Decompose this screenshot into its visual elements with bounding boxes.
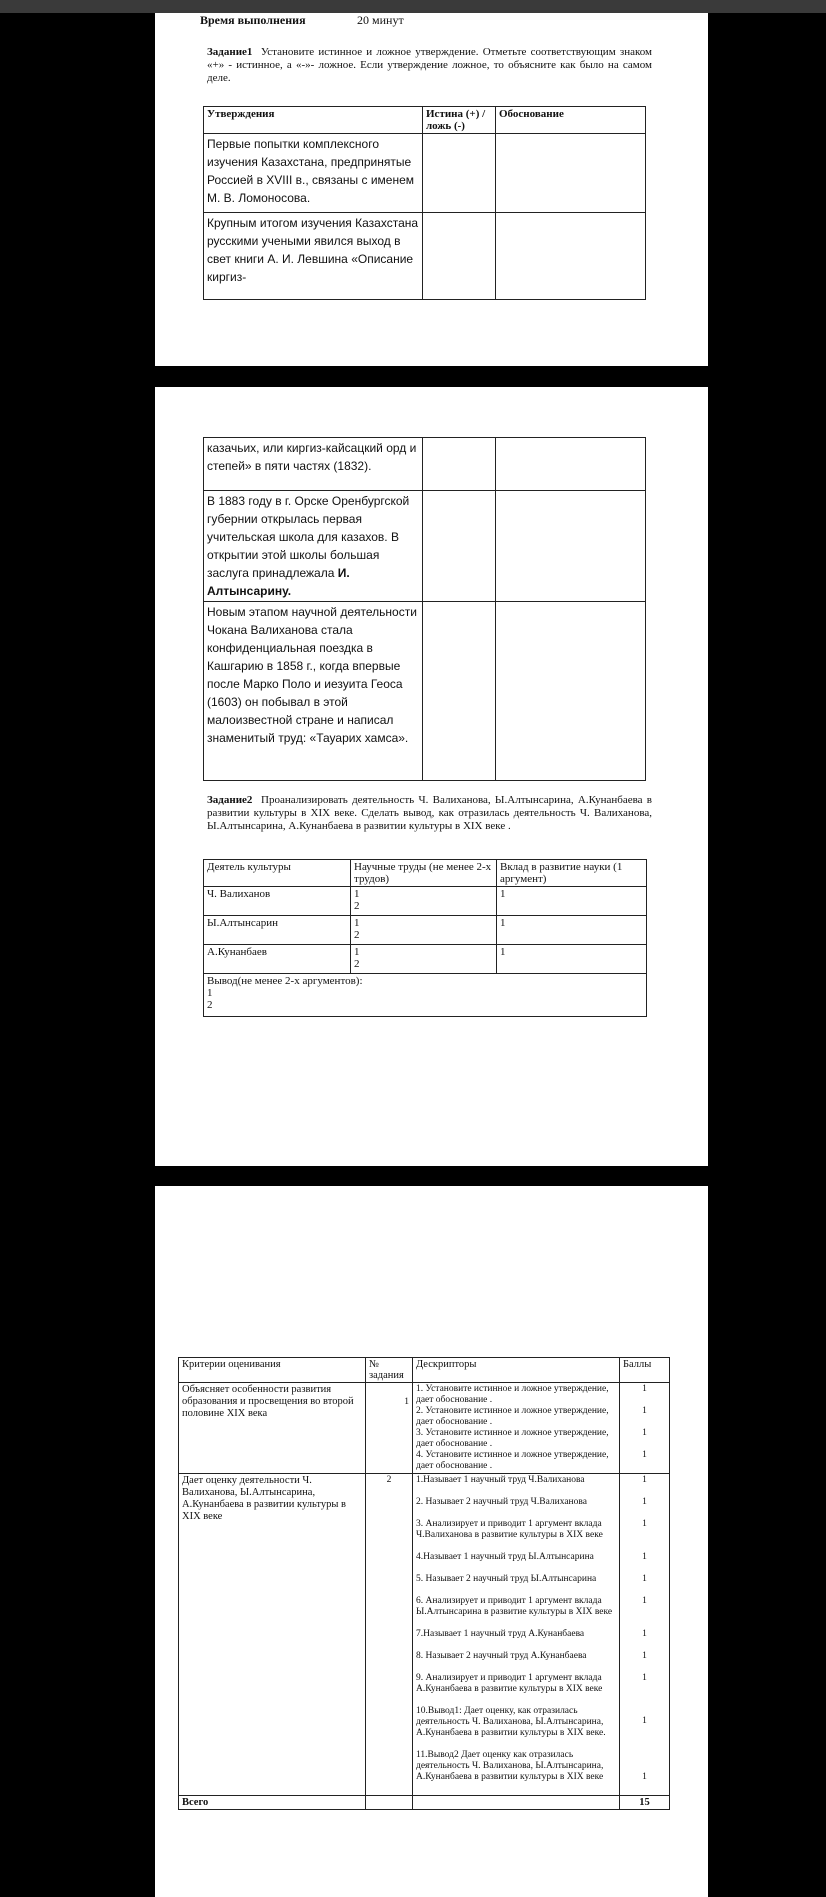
- work-line: 2: [354, 929, 360, 941]
- point: 1: [642, 1406, 647, 1416]
- col-criteria: Критерии оценивания: [179, 1358, 366, 1383]
- justification-cell[interactable]: [496, 438, 646, 491]
- point: 1: [642, 1475, 647, 1485]
- descriptor: 1. Установите истинное и ложное утверждение, дает обоснование .: [416, 1384, 609, 1405]
- descriptor: 2. Называет 2 научный труд Ч.Валиханова: [416, 1497, 587, 1507]
- descriptor: 1.Называет 1 научный труд Ч.Валиханова: [416, 1475, 585, 1485]
- descriptor: 4. Установите истинное и ложное утверждение, дает обоснование .: [416, 1450, 609, 1471]
- descriptor: 5. Называет 2 научный труд Ы.Алтынсарина: [416, 1574, 597, 1584]
- contribution-cell[interactable]: 1: [497, 887, 647, 916]
- col-statements: Утверждения: [204, 107, 423, 134]
- conclusion-line: 1: [207, 987, 213, 999]
- col-works: Научные труды (не менее 2-х трудов): [351, 860, 497, 887]
- criteria-table: [178, 1357, 670, 1810]
- descriptor: 7.Называет 1 научный труд А.Кунанбаева: [416, 1629, 585, 1639]
- total-label: Всего: [179, 1796, 366, 1810]
- criterion-1-number: 1: [366, 1383, 413, 1474]
- task1-text: Установите истинное и ложное утверждение. Отметьте соответствующим знаком «+» - истинное, а «-»- ложное. Если утверждение ложное, то объясните как было на самом деле.: [207, 46, 652, 84]
- criterion-1: Объясняет особенности развития образования и просвещения во второй половине XIX века: [179, 1383, 366, 1474]
- descriptor: 11.Вывод2 Дает оценку как отразилась деятельность Ч. Валиханова, Ы.Алтынсарина, А.Кунанбаева в развитии культуры в XIX веке: [416, 1750, 604, 1782]
- task2-instructions: [207, 794, 652, 833]
- col-contribution: Вклад в развитие науки (1 аргумент): [497, 860, 647, 887]
- col-figure: Деятель культуры: [204, 860, 351, 887]
- contribution-cell[interactable]: 1: [497, 945, 647, 974]
- time-label: Время выполнения: [200, 13, 306, 27]
- work-line: 2: [354, 900, 360, 912]
- document-page-3: [155, 1186, 708, 1897]
- point: 1: [642, 1519, 647, 1529]
- figure-name: Ы.Алтынсарин: [204, 916, 351, 945]
- point: 1: [642, 1716, 647, 1726]
- statement-3-text: В 1883 году в г. Орске Оренбургской губернии открылась первая учительская школа для казахов. В открытии этой школы большая заслуга принадлежала: [207, 494, 410, 580]
- point: 1: [642, 1772, 647, 1782]
- works-cell[interactable]: [351, 916, 497, 945]
- point: 1: [642, 1673, 647, 1683]
- statement-2: Крупным итогом изучения Казахстана русскими учеными явился выход в свет книги А. И. Левшина «Описание киргиз-: [204, 213, 423, 300]
- task1-instructions: [207, 46, 652, 85]
- point: 1: [642, 1574, 647, 1584]
- statement-4: Новым этапом научной деятельности Чокана Валиханова стала конфиденциальная поездка в Кашгарию в 1858 г., когда впервые после Марко Поло и иезуита Геоса (1603) он побывал в этой малоизвестной стране и написал знаменитый труд: «Тауарих хамса».: [204, 602, 423, 781]
- conclusion-line: 2: [207, 999, 213, 1011]
- point: 1: [642, 1428, 647, 1438]
- works-cell[interactable]: [351, 945, 497, 974]
- col-justification: Обоснование: [496, 107, 646, 134]
- descriptor: 10.Вывод1: Дает оценку, как отразилась деятельность Ч. Валиханова, Ы.Алтынсарина, А.Кунанбаева в развитии культуры в XIX веке.: [416, 1706, 606, 1738]
- time-value: 20 минут: [357, 13, 404, 27]
- criterion-1-descriptors: [413, 1383, 620, 1474]
- justification-cell[interactable]: [496, 213, 646, 300]
- work-line: 2: [354, 958, 360, 970]
- point: 1: [642, 1629, 647, 1639]
- conclusion-label: Вывод(не менее 2-х аргументов):: [207, 975, 363, 987]
- work-line: 1: [354, 917, 360, 929]
- task2-text: Проанализировать деятельность Ч. Валиханова, Ы.Алтынсарина, А.Кунанбаева в развитии культуры в XIX веке. Сделать вывод, как отразилась деятельность Ч. Валиханова, Ы.Алтынсарина, А.Кунанбаева в развитии культуры в XIX веке .: [207, 794, 653, 832]
- point: 1: [642, 1384, 647, 1394]
- criterion-2-points: [620, 1474, 670, 1796]
- point: 1: [642, 1596, 647, 1606]
- col-truth: Истина (+) / ложь (-): [423, 107, 496, 134]
- statement-3-bold: И. Алтынсарину.: [207, 566, 350, 598]
- justification-cell[interactable]: [496, 602, 646, 781]
- task2-title: Задание2: [207, 794, 253, 806]
- justification-cell[interactable]: [496, 134, 646, 213]
- justification-cell[interactable]: [496, 491, 646, 602]
- descriptor: 3. Установите истинное и ложное утверждение, дает обоснование .: [416, 1428, 609, 1449]
- truth-cell[interactable]: [423, 438, 496, 491]
- truth-cell[interactable]: [423, 213, 496, 300]
- descriptor: 6. Анализирует и приводит 1 аргумент вклада Ы.Алтынсарина в развитие культуры в XIX веке: [416, 1596, 613, 1617]
- statement-1: Первые попытки комплексного изучения Казахстана, предпринятые Россией в XVIII в., связаны с именем М. В. Ломоносова.: [204, 134, 423, 213]
- task1-table: [203, 106, 646, 300]
- descriptor: 3. Анализирует и приводит 1 аргумент вклада Ч.Валиханова в развитие культуры в XIX веке: [416, 1519, 603, 1540]
- works-cell[interactable]: [351, 887, 497, 916]
- empty-cell: [366, 1796, 413, 1810]
- document-page-1: [155, 13, 708, 366]
- criterion-2-number: 2: [366, 1474, 413, 1796]
- descriptor: 4.Называет 1 научный труд Ы.Алтынсарина: [416, 1552, 594, 1562]
- work-line: 1: [354, 888, 360, 900]
- point: 1: [642, 1651, 647, 1661]
- statement-2-cont: казачьих, или киргиз-кайсацкий орд и степей» в пяти частях (1832).: [204, 438, 423, 491]
- col-points: Баллы: [620, 1358, 670, 1383]
- contribution-cell[interactable]: 1: [497, 916, 647, 945]
- descriptor: 2. Установите истинное и ложное утверждение, дает обоснование .: [416, 1406, 609, 1427]
- point: 1: [642, 1552, 647, 1562]
- point: 1: [642, 1450, 647, 1460]
- figure-name: А.Кунанбаев: [204, 945, 351, 974]
- criterion-2: Дает оценку деятельности Ч. Валиханова, Ы.Алтынсарина, А.Кунанбаева в развитии культуры в XIX веке: [179, 1474, 366, 1796]
- work-line: 1: [354, 946, 360, 958]
- conclusion-cell[interactable]: [204, 974, 647, 1017]
- task1-table-continued: [203, 437, 646, 781]
- figure-name: Ч. Валиханов: [204, 887, 351, 916]
- point: 1: [642, 1497, 647, 1507]
- col-descriptors: Дескрипторы: [413, 1358, 620, 1383]
- truth-cell[interactable]: [423, 602, 496, 781]
- descriptor: 8. Называет 2 научный труд А.Кунанбаева: [416, 1651, 587, 1661]
- task1-title: Задание1: [207, 46, 253, 58]
- task2-table: [203, 859, 647, 1017]
- criterion-1-points: [620, 1383, 670, 1474]
- top-bar: [0, 0, 826, 13]
- document-page-2: [155, 387, 708, 1166]
- truth-cell[interactable]: [423, 134, 496, 213]
- total-value: 15: [620, 1796, 670, 1810]
- descriptor: 9. Анализирует и приводит 1 аргумент вклада А.Кунанбаева в развитие культуры в XIX веке: [416, 1673, 603, 1694]
- col-task-number: № задания: [366, 1358, 413, 1383]
- truth-cell[interactable]: [423, 491, 496, 602]
- statement-3: [204, 491, 423, 602]
- criterion-2-descriptors: [413, 1474, 620, 1796]
- empty-cell: [413, 1796, 620, 1810]
